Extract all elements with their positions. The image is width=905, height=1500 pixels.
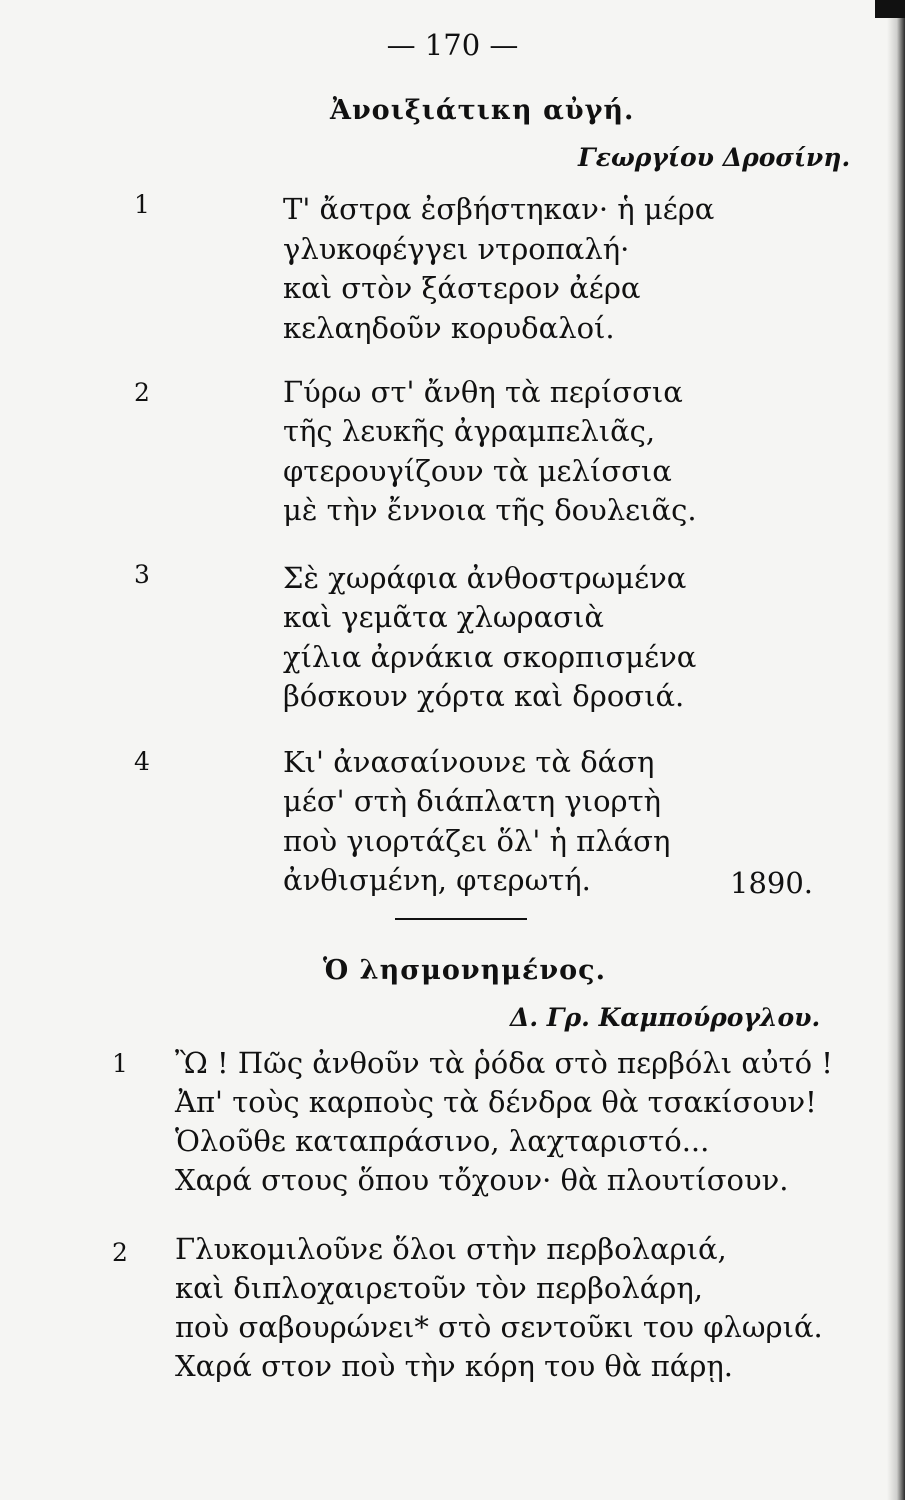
poem1-year: 1890. bbox=[730, 866, 814, 900]
poem2-title: Ὁ λησμονημένος. bbox=[323, 955, 606, 986]
poem1-verse-line: Σὲ χωράφια ἀνθοστρωμένα bbox=[283, 561, 687, 595]
page-number: — 170 — bbox=[386, 28, 519, 62]
poem1-verse-line: ποὺ γιορτάζει ὅλ' ἡ πλάση bbox=[283, 824, 671, 858]
poem1-verse-line: φτερουγίζουν τὰ μελίσσια bbox=[283, 454, 672, 488]
poem2-verse-line: Χαρά στους ὅπου τὄχουν· θὰ πλουτίσουν. bbox=[175, 1163, 789, 1197]
poem1-verse-line: γλυκοφέγγει ντροπαλή· bbox=[283, 232, 630, 266]
poem2-author: Δ. Γρ. Καμπούρογλου. bbox=[510, 1003, 821, 1032]
poem1-verse-line: καὶ στὸν ξάστερον ἀέρα bbox=[283, 271, 641, 305]
poem2-stanza-number: 2 bbox=[112, 1238, 128, 1267]
poem2-verse-line: Ἀπ' τοὺς καρποὺς τὰ δένδρα θὰ τσακίσουν! bbox=[175, 1085, 817, 1119]
poem1-verse-line: μέσ' στὴ διάπλατη γιορτὴ bbox=[283, 784, 661, 818]
poem1-verse-line: Γύρω στ' ἄνθη τὰ περίσσια bbox=[283, 375, 683, 409]
poem1-author: Γεωργίου Δροσίνη. bbox=[578, 143, 851, 172]
poem2-verse-line: ποὺ σαβουρώνει* στὸ σεντοῦκι του φλωριά. bbox=[175, 1310, 823, 1344]
poem1-verse-line: Τ' ἄστρα ἐσβήστηκαν· ἡ μέρα bbox=[283, 192, 715, 226]
poem2-stanza-number: 1 bbox=[112, 1049, 128, 1078]
poem2-verse-line: Ὁλοῦθε καταπράσινο, λαχταριστό... bbox=[175, 1124, 710, 1158]
poem1-verse-line: καὶ γεμᾶτα χλωρασιὰ bbox=[283, 600, 604, 634]
poem2-verse-line: Ὢ ! Πῶς ἀνθοῦν τὰ ῥόδα στὸ περβόλι αὐτό ! bbox=[175, 1046, 833, 1080]
poem2-verse-line: καὶ διπλοχαιρετοῦν τὸν περβολάρη, bbox=[175, 1271, 703, 1305]
poem1-verse-line: χίλια ἀρνάκια σκορπισμένα bbox=[283, 640, 697, 674]
poem1-verse-line: μὲ τὴν ἔννοια τῆς δουλειᾶς. bbox=[283, 493, 697, 527]
page-corner-shadow bbox=[875, 0, 905, 18]
poem1-verse-line: Κι' ἀνασαίνουνε τὰ δάση bbox=[283, 745, 655, 779]
poem1-stanza-number: 2 bbox=[134, 378, 150, 407]
poem1-verse-line: βόσκουν χόρτα καὶ δροσιά. bbox=[283, 679, 685, 713]
poem2-verse-line: Γλυκομιλοῦνε ὅλοι στὴν περβολαριά, bbox=[175, 1232, 727, 1266]
poem1-verse-line: κελαηδοῦν κορυδαλοί. bbox=[283, 311, 615, 345]
poem2-verse-line: Χαρά στον ποὺ τὴν κόρη του θὰ πάρῃ. bbox=[175, 1349, 733, 1383]
poem1-title: Ἀνοιξιάτικη αὐγή. bbox=[330, 95, 635, 126]
poem1-verse-line: ἀνθισμένη, φτερωτή. bbox=[283, 863, 591, 897]
poem1-stanza-number: 3 bbox=[134, 560, 150, 589]
poem1-stanza-number: 1 bbox=[134, 190, 150, 219]
poem1-verse-line: τῆς λευκῆς ἀγραμπελιᾶς, bbox=[283, 414, 656, 448]
section-divider bbox=[395, 918, 527, 920]
poem1-stanza-number: 4 bbox=[134, 747, 150, 776]
page-edge-shadow bbox=[887, 0, 905, 1500]
